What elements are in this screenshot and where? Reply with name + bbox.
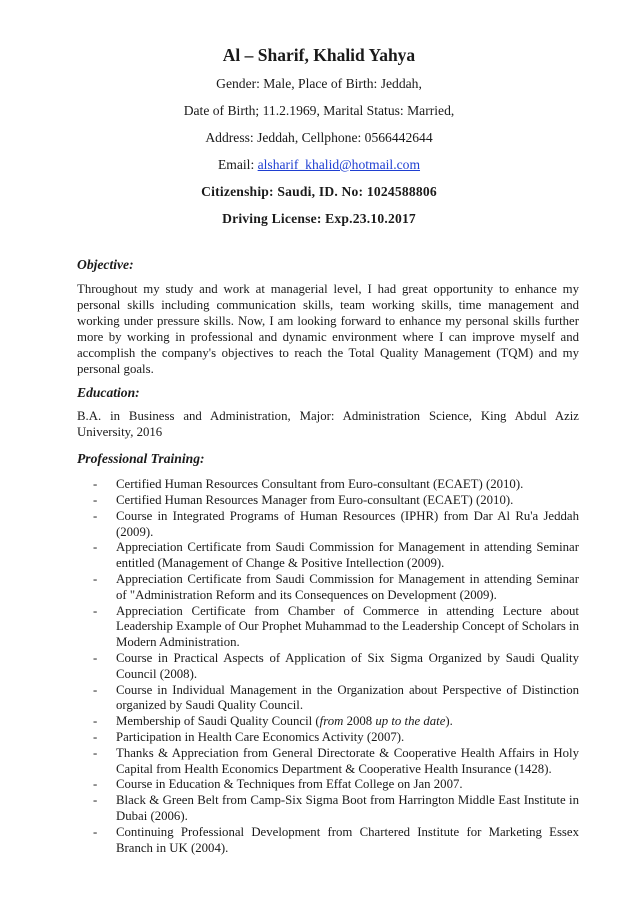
training-item: - Certified Human Resources Consultant from Euro-consultant (ECAET) (2010). [93, 477, 524, 492]
training-heading: Professional Training: [77, 451, 205, 467]
training-item: - Certified Human Resources Manager from Euro-consultant (ECAET) (2010). [93, 493, 514, 508]
training-item: - Appreciation Certificate from Saudi Commission for Management in attending Seminar of "Administration Reform and its Consequences on Development (2009). [93, 572, 579, 602]
candidate-name: Al – Sharif, Khalid Yahya [222, 45, 416, 65]
education-heading: Education: [77, 385, 140, 401]
objective-text: Throughout my study and work at managerial level, I had great opportunity to enhance my personal skills including communication skills, team working skills, time management and working under pressure skills. Now, I am looking forward to enhance my personal skills further more by working in professional and dynamic environment where I can improve myself and accomplish the company's objectives to reach the Total Quality Management (TQM) and my personal goals. [77, 282, 579, 376]
resume-body [77, 256, 579, 856]
dob-marital-line: Date of Birth; 11.2.1969, Marital Status: Married, [183, 103, 455, 118]
email-line [0, 156, 638, 173]
training-item: - Continuing Professional Development from Chartered Institute for Marketing Essex Branch in UK (2004). [93, 824, 579, 855]
objective-heading: Objective: [77, 257, 134, 272]
resume-header [0, 44, 638, 237]
driving-license-line: Driving License: Exp.23.10.2017 [222, 211, 416, 226]
citizenship-line: Citizenship: Saudi, ID. No: 1024588806 [201, 184, 437, 199]
training-item: - Appreciation Certificate from Saudi Commission for Management in attending Seminar entitled (Management of Change & Positive Intellection (2009). [93, 540, 579, 571]
training-item: - Course in Integrated Programs of Human Resources (IPHR) from Dar Al Ru'a Jeddah (2009). [93, 508, 579, 539]
email-link[interactable]: alsharif_khalid@hotmail.com [257, 157, 421, 172]
training-item: - Course in Individual Management in the Organization about Perspective of Distinction organized by Saudi Quality Council. [93, 682, 579, 713]
training-item: - Thanks & Appreciation from General Directorate & Cooperative Health Affairs in Holy Capital from Health Economics Department & Cooperative Health Insurance (1428). [93, 745, 579, 776]
training-item: - Course in Education & Techniques from Effat College on Jan 2007. [93, 777, 463, 792]
training-item: - Participation in Health Care Economics Activity (2007). [93, 730, 405, 744]
training-item: - Appreciation Certificate from Chamber of Commerce in attending Lecture about Leadership Example of Our Prophet Muhammad to the Leadership Concept of Scholars in Modern Administration. [93, 603, 579, 650]
training-item: - Black & Green Belt from Camp-Six Sigma Boot from Harrington Middle East Institute in Dubai (2006). [93, 793, 579, 823]
address-phone-line: Address: Jeddah, Cellphone: 0566442644 [205, 130, 433, 145]
training-list [77, 477, 579, 856]
training-item-membership: - Membership of Saudi Quality Council (from 2008 up to the date). [93, 714, 453, 729]
gender-birthplace-line: Gender: Male, Place of Birth: Jeddah, [216, 76, 422, 91]
education-text: B.A. in Business and Administration, Major: Administration Science, King Abdul Aziz University, 2016 [77, 409, 579, 440]
training-item: - Course in Practical Aspects of Application of Six Sigma Organized by Saudi Quality Council (2008). [93, 651, 579, 681]
email-label: Email: [217, 157, 258, 172]
